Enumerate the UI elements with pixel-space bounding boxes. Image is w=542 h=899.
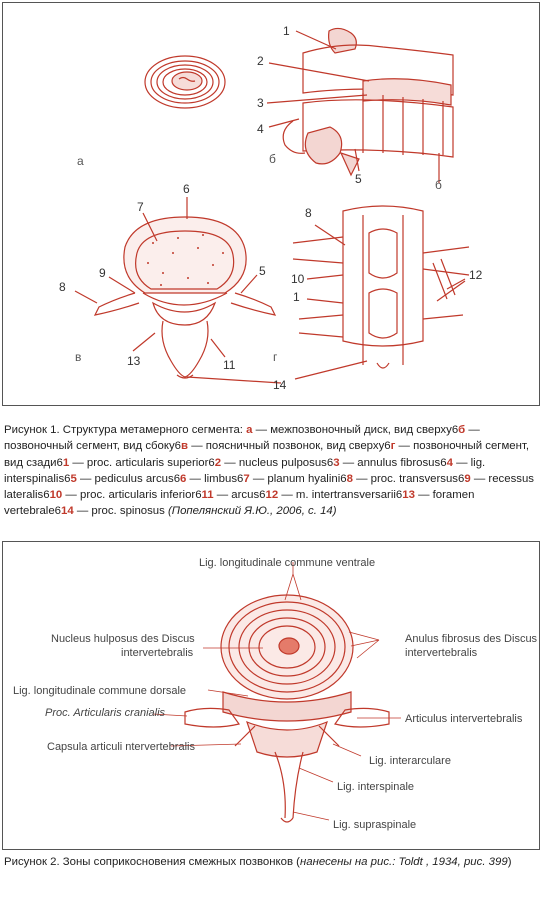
figure-1-caption [4,422,538,520]
label-lig-supraspinale: Lig. supraspinale [333,819,417,831]
caption-key-a: а [246,424,253,436]
caption-source: (Попелянский Я.Ю., 2006, с. 14) [168,505,337,518]
figure-1-frame [2,2,540,406]
label-13: 13 [127,354,141,368]
caption-2-end: ) [507,856,512,868]
label-3: 3 [257,96,264,110]
caption-item-text: — proc. transversus6 [352,472,465,485]
label-6: 6 [183,182,190,196]
panel-label-c: в [75,350,82,364]
label-10: 10 [291,272,305,286]
caption-item-text: — limbus6 [186,472,244,485]
caption-item-text: — lig. interspinalis6 [4,456,486,485]
label-12: 12 [469,268,483,282]
figure-2-caption [4,854,538,870]
caption-item-num: 6 [180,472,187,485]
caption-item-text: — proc. articularis inferior6 [62,489,202,502]
label-anulus-2: intervertebralis [405,647,478,659]
caption-2-main: Рисунок 2. Зоны соприкосновения смежных позвонков ( [4,856,300,868]
panel-label-b2: б [435,178,442,192]
label-4: 4 [257,122,264,136]
caption-text-d: — позвоночный сегмент, вид сзади6 [4,440,530,469]
label-proc-art-cranialis: Proc. Articularis cranialis [45,707,166,719]
label-lig-interspinale: Lig. interspinale [337,781,415,793]
label-1b: 1 [293,290,300,304]
figure-1-labels [3,3,539,405]
caption-item-text: — pediculus arcus6 [76,472,181,485]
label-nucleus-1: Nucleus hulposus des Discus [51,633,195,645]
caption-item-num: 5 [70,472,77,485]
caption-item-num: 4 [446,456,453,469]
label-anulus-1: Anulus fibrosus des Discus [405,633,538,645]
caption-item-text: — recessus lateralis6 [4,472,534,502]
panel-label-a: а [77,154,84,168]
caption-prefix: Рисунок 1. Структура метамерного сегмента: [4,424,247,436]
label-14: 14 [273,378,287,392]
caption-item-num: 1 [62,456,70,469]
label-5b: 5 [259,264,266,278]
figure-2-frame [2,541,540,850]
label-lig-long-dorsale: Lig. longitudinale commune dorsale [13,685,187,697]
caption-item-text: — nucleus pulposus6 [221,456,334,469]
caption-key-d: г [390,440,396,453]
caption-item-text: — planum hyalini6 [249,472,347,485]
label-8b: 8 [305,206,312,220]
label-5: 5 [355,172,362,186]
caption-item-num: 12 [265,489,279,502]
caption-item-num: 10 [49,489,63,502]
caption-2-italic: нанесены на рис.: Toldt , 1934, рис. 399 [299,856,508,868]
caption-item-text: — proc. articularis superior6 [69,456,215,469]
caption-item-num: 9 [464,472,471,485]
caption-item-num: 14 [61,505,74,518]
caption-text-a: — межпозвоночный диск, вид сверху6 [252,424,459,436]
caption-key-b: б [458,424,466,436]
caption-text-b: — позвоночный сегмент, вид сбоку6 [4,424,480,453]
label-2: 2 [257,54,264,68]
caption-item-num: 7 [243,472,250,485]
figure-2-illustration [3,542,539,849]
caption-item-text: — annulus fibrosus6 [339,456,447,469]
label-9: 9 [99,266,106,280]
label-lig-interarculare: Lig. interarculare [369,755,451,767]
panel-label-b: б [269,152,276,166]
caption-item-text: — arcus6 [213,489,266,502]
label-nucleus-2: intervertebralis [121,647,194,659]
label-articulus: Articulus intervertebralis [405,713,523,725]
label-capsula: Capsula articuli ntervertebralis [47,741,195,753]
label-1: 1 [283,24,290,38]
panel-label-d: г [273,350,278,364]
caption-item-text: — proc. spinosus [73,505,169,518]
caption-item-num: 11 [201,489,214,502]
caption-key-c: в [181,440,189,453]
caption-item-num: 8 [346,472,353,485]
caption-text-c: — поясничный позвонок, вид сверху6 [188,440,391,453]
caption-item-text: — foramen vertebrale6 [4,489,475,518]
caption-item-num: 3 [333,456,340,469]
label-11: 11 [223,358,236,372]
label-8: 8 [59,280,66,294]
caption-item-text: — m. intertransversarii6 [278,489,403,502]
label-lig-long-ventrale: Lig. longitudinale commune ventrale [199,557,376,569]
caption-item-num: 2 [214,456,222,469]
label-7: 7 [137,200,144,214]
caption-item-num: 13 [402,489,415,502]
